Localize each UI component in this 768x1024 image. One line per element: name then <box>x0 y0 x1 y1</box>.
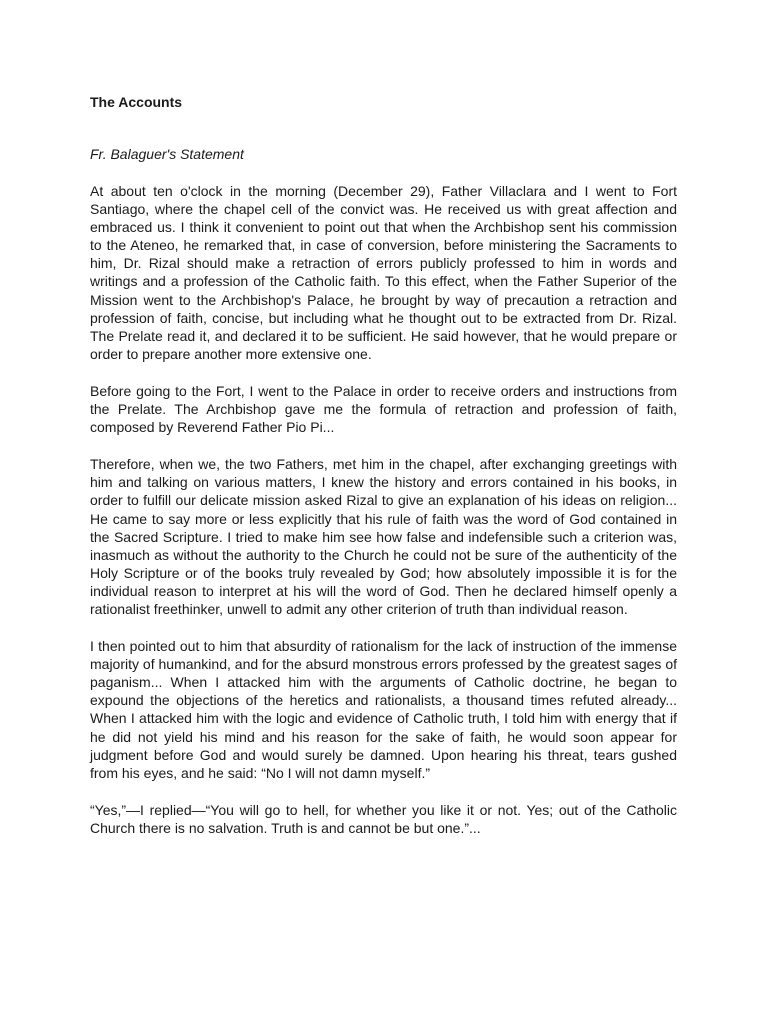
document-title: The Accounts <box>90 94 183 110</box>
paragraph-3: Therefore, when we, the two Fathers, met him in the chapel, after exchanging greetings with him and talking on various matters, I knew the history and errors contained in his books, in order to fulfill our delicate mission asked Rizal to give an explanation of his ideas on religion... He came to say more or less explicitly that his rule of faith was the word of God contained in the Sacred Scripture. I tried to make him see how false and indefensible such a criterion was, inasmuch as without the authority to the Church he could not be sure of the authenticity of the Holy Scripture or of the books truly revealed by God; how absolutely impossible it is for the individual reason to interpret at his will the word of God. Then he declared himself openly a rationalist freethinker, unwell to admit any other criterion of truth than individual reason. <box>90 456 677 617</box>
paragraph-2: Before going to the Fort, I went to the Palace in order to receive orders and instructions from the Prelate. The Archbishop gave me the formula of retraction and profession of faith, composed by Reverend Father Pio Pi... <box>90 382 677 436</box>
document-page <box>90 93 677 837</box>
paragraph-1: At about ten o'clock in the morning (December 29), Father Villaclara and I went to Fort Santiago, where the chapel cell of the convict was. He received us with great affection and embraced us. I think it convenient to point out that when the Archbishop sent his commission to the Ateneo, he remarked that, in case of conversion, before ministering the Sacraments to him, Dr. Rizal should make a retraction of errors publicly professed to him in words and writings and a profession of the Catholic faith. To this effect, when the Father Superior of the Mission went to the Archbishop's Palace, he brought by way of precaution a retraction and profession of faith, concise, but including what he thought out to be extracted from Dr. Rizal. The Prelate read it, and declared it to be sufficient. He said however, that he would prepare or order to prepare another more extensive one. <box>90 183 677 362</box>
paragraph-5: “Yes,”—I replied—“You will go to hell, for whether you like it or not. Yes; out of the Catholic Church there is no salvation. Truth is and cannot be but one.”... <box>90 801 677 836</box>
document-subtitle: Fr. Balaguer's Statement <box>90 146 244 162</box>
paragraph-4: I then pointed out to him that absurdity of rationalism for the lack of instruction of the immense majority of humankind, and for the absurd monstrous errors professed by the greatest sages of paganism... When I attacked him with the arguments of Catholic doctrine, he began to expound the objections of the heretics and rationalists, a thousand times refuted already... When I attacked him with the logic and evidence of Catholic truth, I told him with energy that if he did not yield his mind and his reason for the sake of faith, he would soon appear for judgment before God and would surely be damned. Upon hearing his threat, tears gushed from his eyes, and he said: “No I will not damn myself.” <box>90 638 677 781</box>
